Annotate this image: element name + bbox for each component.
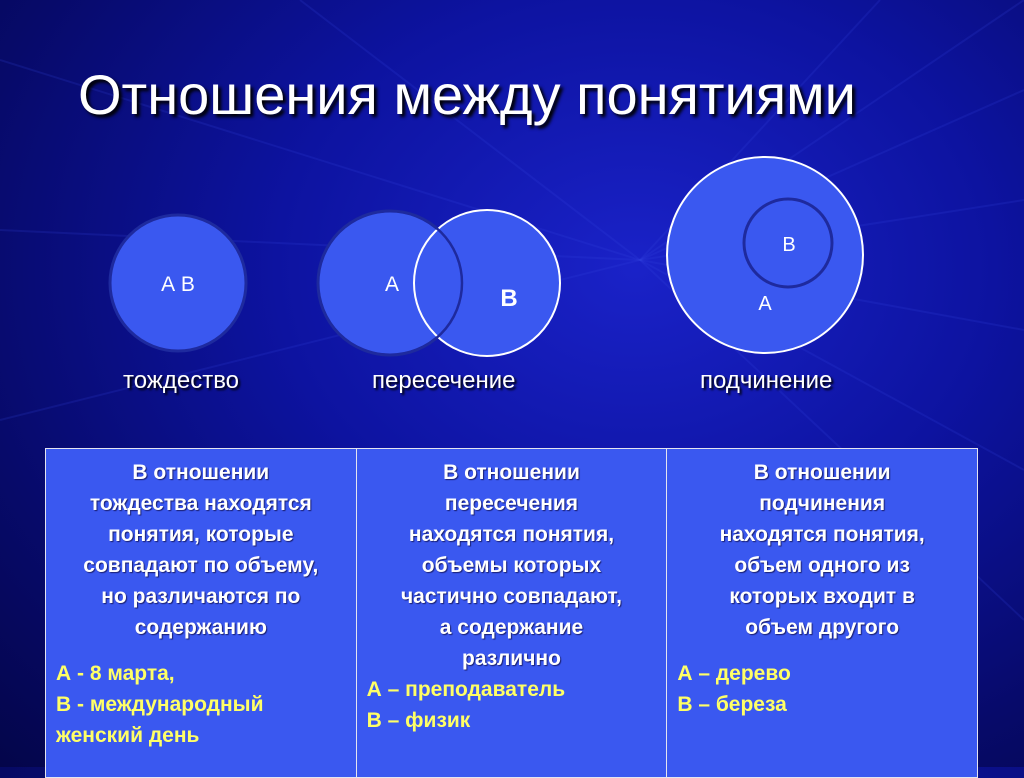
relations-table [45,448,978,778]
identity-diagram [110,215,246,351]
identity-examples [56,658,346,751]
subordination-examples [677,658,967,720]
intersection-label-b: В [500,285,518,312]
subordination-label-outer: А [758,293,772,315]
caption-intersection: пересечение [372,367,516,394]
table-row [46,449,978,778]
intersection-description: В отношении пересечения находятся понятия, объемы которых частично совпадают, а содержание различно [400,461,622,670]
identity-circle-label: А В [161,273,195,296]
table-cell-subordination [667,449,978,778]
subordination-example-a: А – дерево [677,662,791,685]
identity-example-a: А - 8 марта, [56,662,175,685]
intersection-example-b: В – физик [366,709,471,732]
subordination-example-b: В – береза [677,693,787,716]
intersection-circle-b [414,210,560,356]
caption-subordination: подчинение [700,367,833,394]
page-title: Отношения между понятиями [78,63,856,126]
subordination-diagram [667,157,863,353]
subordination-label-inner: В [782,234,796,256]
intersection-example-a: А – преподаватель [366,678,566,701]
intersection-label-a: А [384,273,400,296]
intersection-examples [367,674,657,736]
table-cell-identity [46,449,357,778]
identity-description: В отношении тождества находятся понятия, которые совпадают по объему, но различаются по содержанию [83,461,319,639]
table-cell-intersection [356,449,667,778]
intersection-diagram [318,210,560,356]
caption-identity: тождество [123,367,240,394]
subordination-description: В отношении подчинения находятся понятия, объем одного из которых входит в объем другого [719,461,925,639]
identity-example-b: В - международный женский день [56,693,264,747]
